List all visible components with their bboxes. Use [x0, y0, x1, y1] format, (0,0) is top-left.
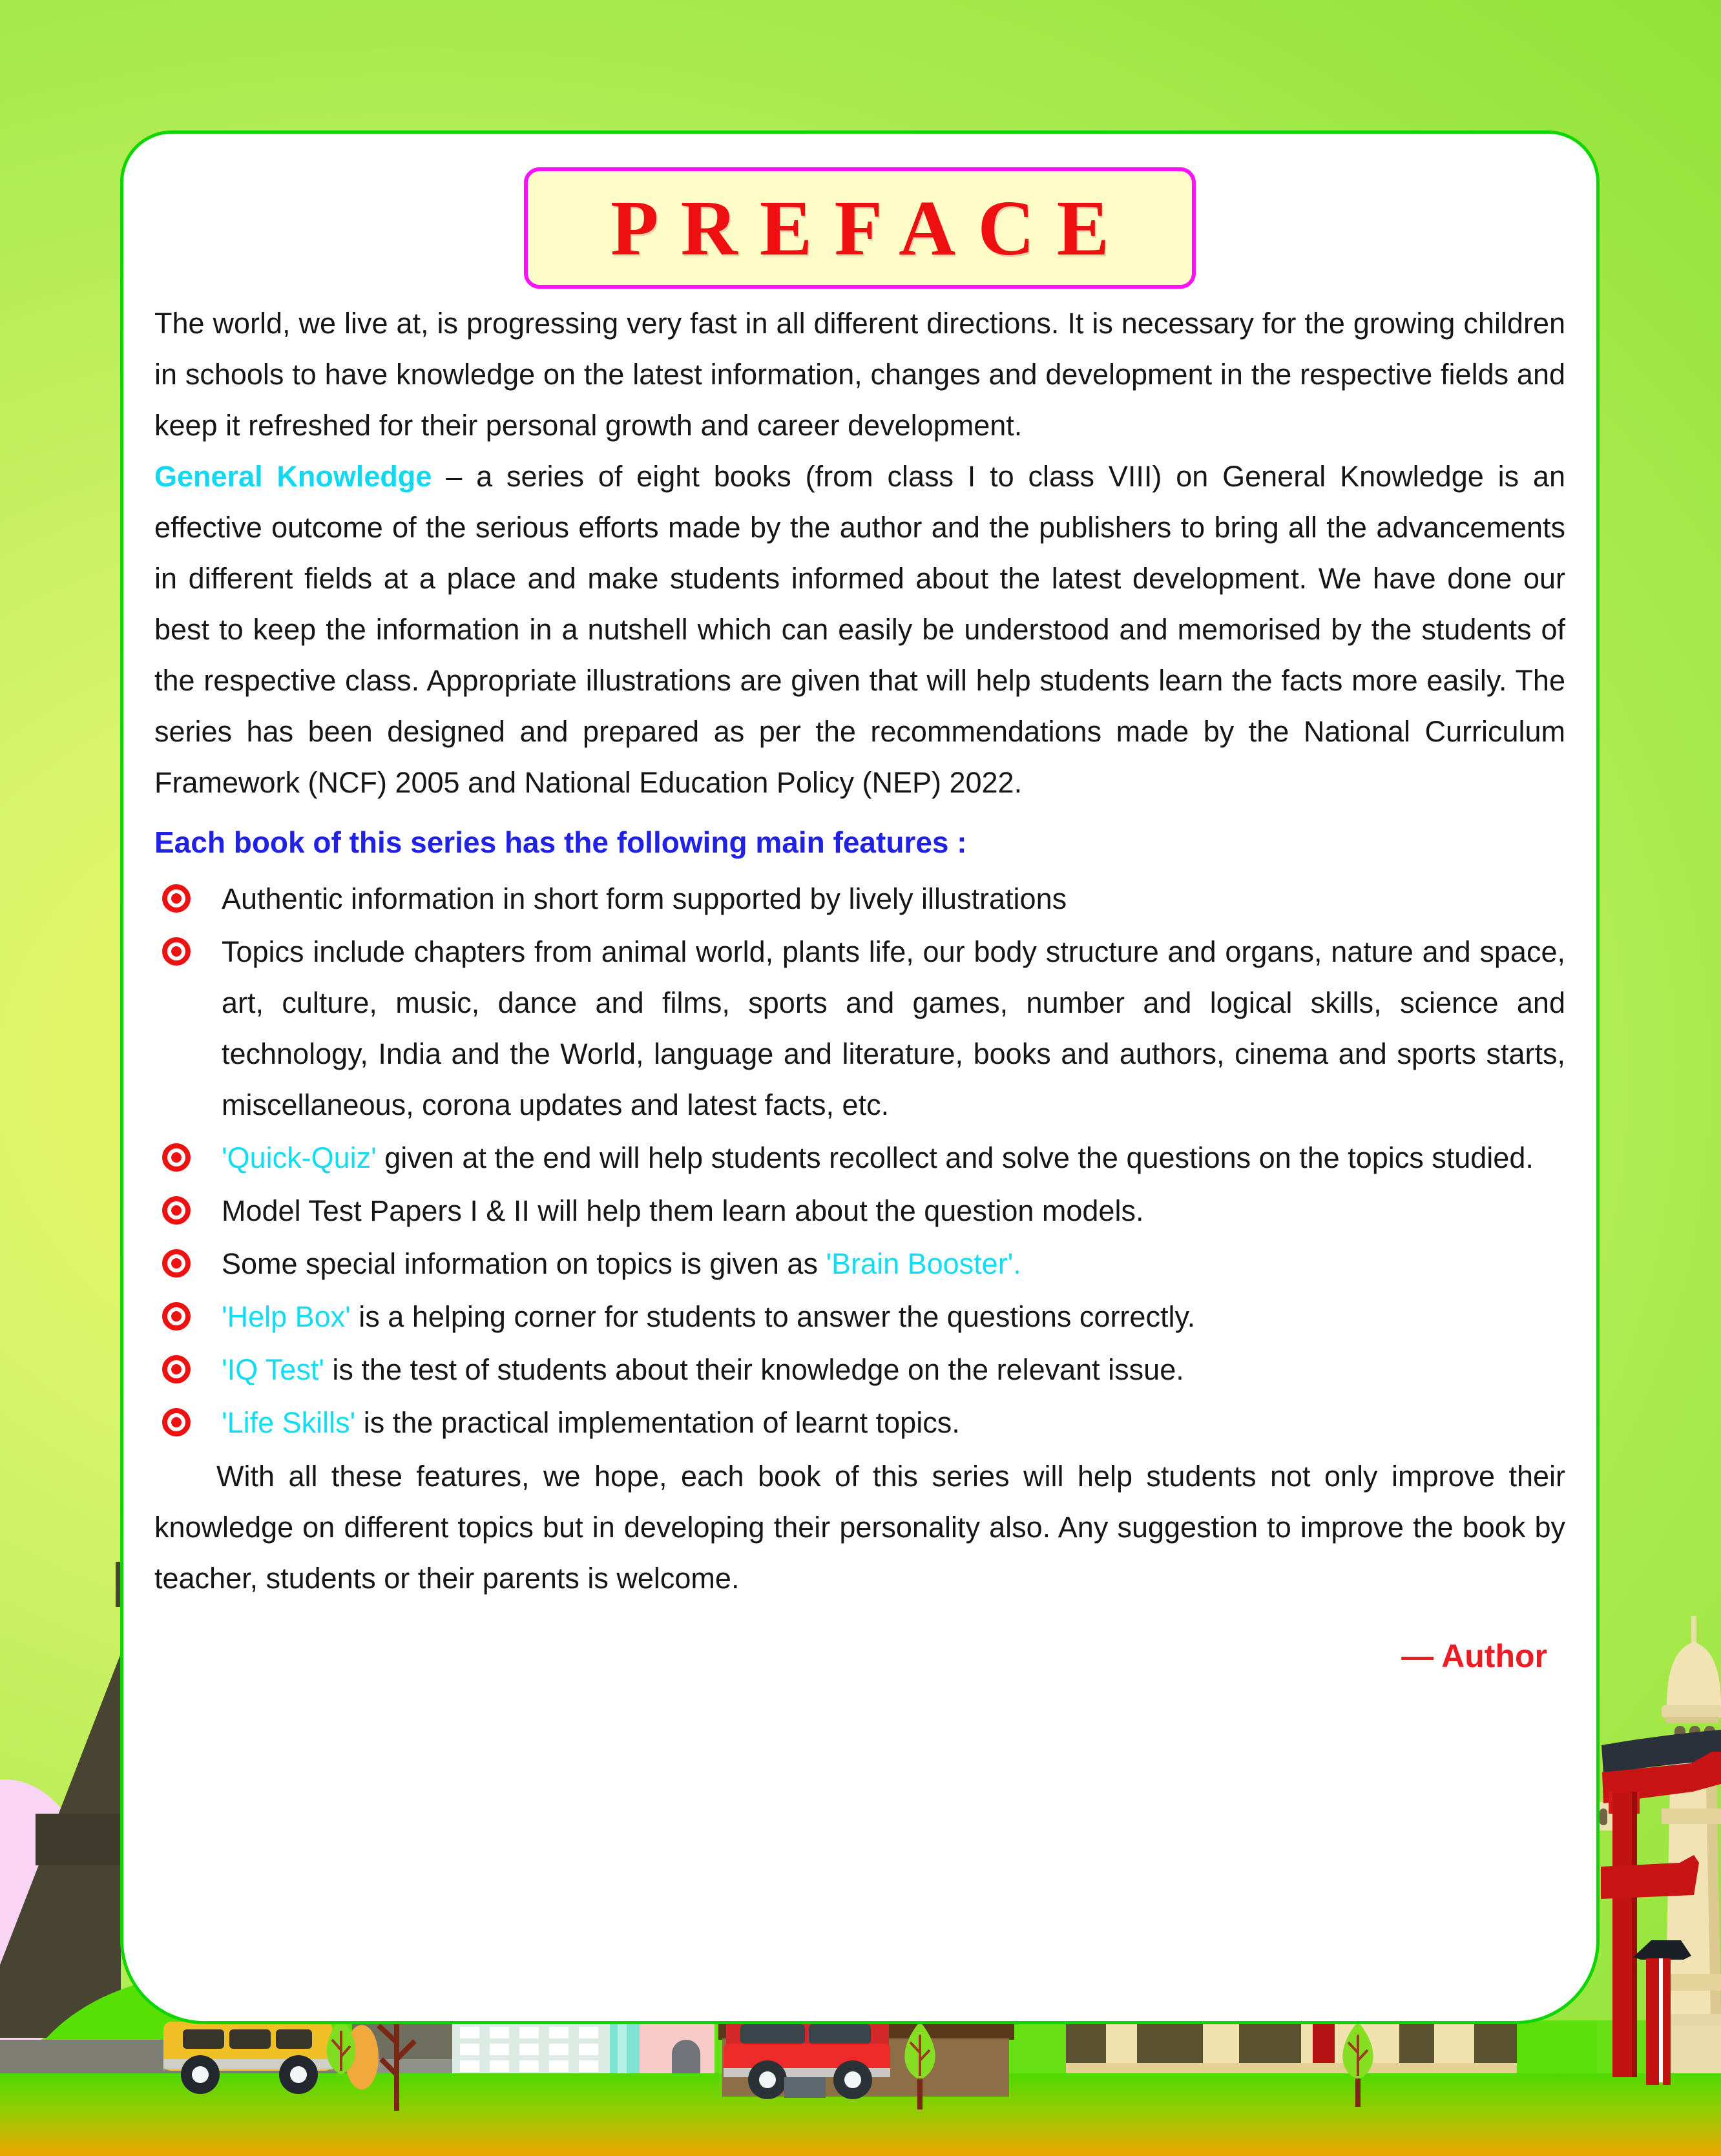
bullet-target-icon: [162, 884, 191, 913]
page-title: PREFACE: [610, 184, 1132, 272]
feature-term: 'Brain Booster'.: [826, 1247, 1021, 1280]
feature-item: [154, 1291, 1565, 1342]
features-heading: Each book of this series has the following main features :: [154, 825, 967, 859]
feature-term: 'Life Skills': [222, 1406, 356, 1439]
bullet-target-icon: [162, 1408, 191, 1436]
preface-card: [120, 130, 1600, 2024]
feature-item: [154, 926, 1565, 1130]
bullet-target-icon: [162, 1302, 191, 1331]
preface-title-box: [524, 167, 1196, 289]
feature-item: [154, 1238, 1565, 1289]
bullet-target-icon: [162, 1355, 191, 1384]
feature-item: [154, 1344, 1565, 1395]
feature-text: given at the end will help students recollect and solve the questions on the topics studied.: [376, 1141, 1534, 1174]
closing-paragraph: With all these features, we hope, each book of this series will help students not only improve their knowledge on different topics but in developing their personality also. Any suggestion to improve the book by teacher, students or their parents is welcome.: [154, 1460, 1565, 1595]
feature-text: Some special information on topics is given as: [222, 1247, 826, 1280]
feature-term: 'Quick-Quiz': [222, 1141, 377, 1174]
feature-text: is the test of students about their knowledge on the relevant issue.: [324, 1353, 1184, 1386]
colonnade-building: [1066, 2019, 1518, 2077]
feature-text: Authentic information in short form supported by lively illustrations: [222, 882, 1067, 915]
feature-text: Topics include chapters from animal world, plants life, our body structure and organs, nature and space, art, culture, music, dance and films, sports and games, number and logical skills, science and technology, India and the World, language and literature, books and authors, cinema and sports starts, miscellaneous, corona updates and latest facts, etc.: [222, 935, 1565, 1121]
feature-text: is the practical implementation of learnt topics.: [355, 1406, 960, 1439]
feature-item: [154, 1132, 1565, 1183]
hill-gap: [1517, 2022, 1597, 2076]
feature-text: is a helping corner for students to answer the questions correctly.: [350, 1300, 1196, 1333]
feature-item: [154, 1397, 1565, 1448]
feature-term: 'IQ Test': [222, 1353, 324, 1386]
bullet-target-icon: [162, 1143, 191, 1172]
series-name: General Knowledge: [154, 460, 432, 493]
bullet-target-icon: [162, 1196, 191, 1225]
feature-text: Model Test Papers I & II will help them learn about the question models.: [222, 1194, 1144, 1227]
features-list: [154, 873, 1565, 1448]
series-paragraph-rest: – a series of eight books (from class I to class VIII) on General Knowledge is an effective outcome of the serious efforts made by the author and the publishers to bring all the advancements in different fields at a place and make students informed about the latest development. We have done our best to keep the information in a nutshell which can easily be understood and memorised by the students of the respective class. Appropriate illustrations are given that will help students learn the facts more easily. The series has been designed and prepared as per the recommendations made by the National Curriculum Framework (NCF) 2005 and National Education Policy (NEP) 2022.: [154, 460, 1565, 799]
feature-item: [154, 873, 1565, 924]
series-paragraph: [154, 451, 1565, 808]
bullet-target-icon: [162, 937, 191, 966]
feature-term: 'Help Box': [222, 1300, 351, 1333]
intro-paragraph: The world, we live at, is progressing very fast in all different directions. It is necessary for the growing children in schools to have knowledge on the latest information, changes and development in the respective fields and keep it refreshed for their personal growth and career development.: [154, 307, 1565, 442]
feature-item: [154, 1185, 1565, 1236]
bullet-target-icon: [162, 1249, 191, 1278]
city-buildings: [452, 2022, 714, 2077]
author-signature: — Author: [1401, 1638, 1547, 1674]
